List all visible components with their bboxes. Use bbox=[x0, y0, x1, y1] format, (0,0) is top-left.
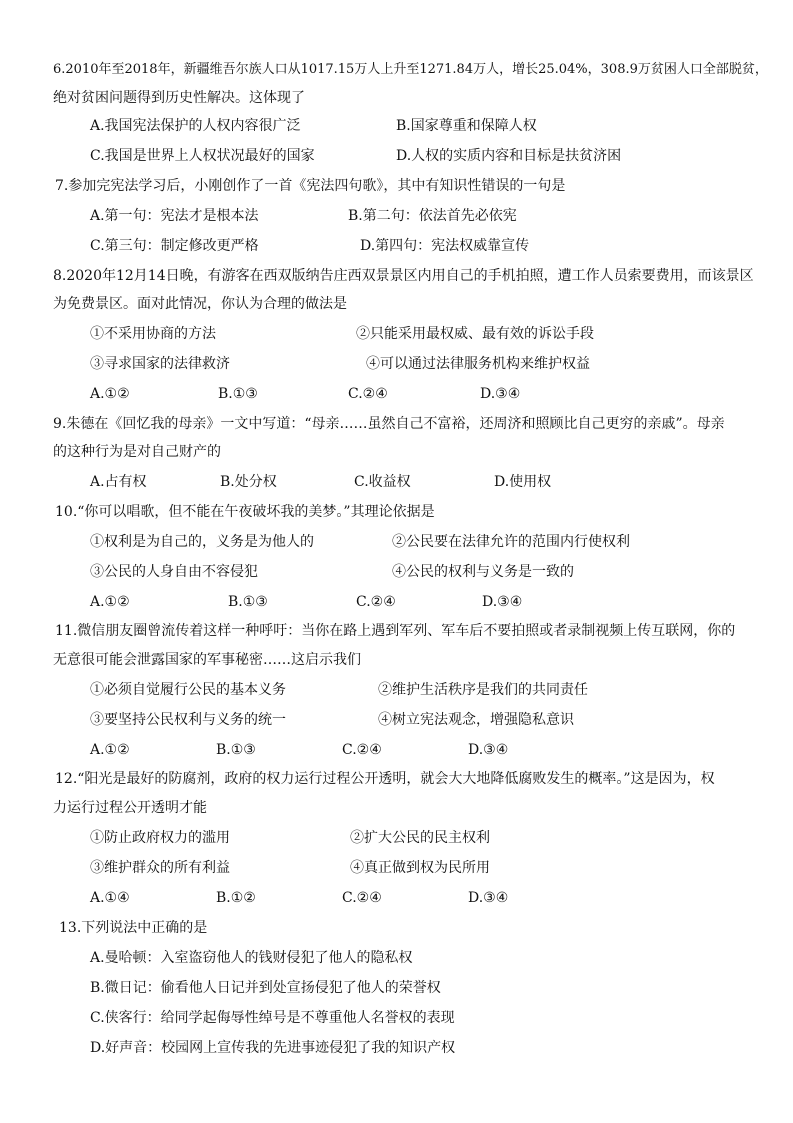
question-12-stem-line-2: 力运行过程公开透明才能 bbox=[53, 800, 207, 816]
option-a: A.第一句：宪法才是根本法 bbox=[90, 208, 259, 224]
option-d: D.使用权 bbox=[494, 474, 552, 490]
option-a: A.①② bbox=[90, 594, 130, 610]
option-d: D.好声音：校园网上宣传我的先进事迹侵犯了我的知识产权 bbox=[90, 1040, 456, 1056]
option-d: D.③④ bbox=[468, 742, 509, 758]
option-b: B.第二句：依法首先必依宪 bbox=[348, 208, 517, 224]
option-b: B.①③ bbox=[216, 742, 256, 758]
option-c: C.侠客行：给同学起侮辱性绰号是不尊重他人名誉权的表现 bbox=[90, 1010, 455, 1026]
question-13-stem: 13.下列说法中正确的是 bbox=[59, 920, 208, 936]
option-d: D.第四句：宪法权威靠宣传 bbox=[360, 238, 530, 254]
statement-3: ③维护群众的所有利益 bbox=[90, 860, 230, 876]
question-11-stem-line-1: 11.微信朋友圈曾流传着这样一种呼吁：当你在路上遇到军列、军车后不要拍照或者录制视频上传互联网，你的 bbox=[55, 623, 736, 639]
statement-4: ④公民的权利与义务是一致的 bbox=[392, 564, 574, 580]
statement-4: ④树立宪法观念，增强隐私意识 bbox=[378, 712, 574, 728]
option-b: B.①③ bbox=[228, 594, 268, 610]
statement-1: ①必须自觉履行公民的基本义务 bbox=[90, 682, 286, 698]
option-a: A.占有权 bbox=[90, 474, 147, 490]
question-9-stem-line-1: 9.朱德在《回忆我的母亲》一文中写道：“母亲……虽然自己不富裕，还周济和照顾比自己更穷的亲戚”。母亲 bbox=[53, 416, 725, 432]
option-b: B.①③ bbox=[218, 386, 258, 402]
question-11-stem-line-2: 无意很可能会泄露国家的军事秘密……这启示我们 bbox=[53, 652, 361, 668]
option-d: D.③④ bbox=[480, 386, 521, 402]
option-c: C.②④ bbox=[342, 742, 382, 758]
statement-2: ②只能采用最权威、最有效的诉讼手段 bbox=[356, 326, 594, 342]
question-12-stem-line-1: 12.“阳光是最好的防腐剂，政府的权力运行过程公开透明，就会大大地降低腐败发生的概率。”这是因为，权 bbox=[55, 771, 715, 787]
statement-2: ②扩大公民的民主权利 bbox=[350, 830, 490, 846]
statement-4: ④真正做到权为民所用 bbox=[350, 860, 490, 876]
question-8-stem-line-2: 为免费景区。面对此情况，你认为合理的做法是 bbox=[53, 296, 347, 312]
statement-1: ①权利是为自己的，义务是为他人的 bbox=[90, 534, 314, 550]
option-c: C.②④ bbox=[356, 594, 396, 610]
statement-1: ①不采用协商的方法 bbox=[90, 326, 216, 342]
option-b: B.①② bbox=[216, 890, 256, 906]
option-d: D.人权的实质内容和目标是扶贫济困 bbox=[396, 148, 622, 164]
question-10-stem: 10.“你可以唱歌，但不能在午夜破坏我的美梦。”其理论依据是 bbox=[55, 504, 435, 520]
question-8-stem-line-1: 8.2020年12月14日晚，有游客在西双版纳告庄西双景景区内用自己的手机拍照，遭工作人员索要费用，而该景区 bbox=[53, 268, 754, 284]
option-a: A.①② bbox=[90, 386, 130, 402]
question-6-stem-line-2: 绝对贫困问题得到历史性解决。这体现了 bbox=[53, 90, 305, 106]
option-a: A.①④ bbox=[90, 890, 130, 906]
option-d: D.③④ bbox=[482, 594, 523, 610]
statement-3: ③公民的人身自由不容侵犯 bbox=[90, 564, 258, 580]
option-b: B.微日记：偷看他人日记并到处宣扬侵犯了他人的荣誉权 bbox=[90, 980, 441, 996]
statement-4: ④可以通过法律服务机构来维护权益 bbox=[366, 356, 590, 372]
question-7-stem: 7.参加完宪法学习后，小刚创作了一首《宪法四句歌》，其中有知识性错误的一句是 bbox=[55, 178, 566, 194]
statement-1: ①防止政府权力的滥用 bbox=[90, 830, 230, 846]
option-a: A.①② bbox=[90, 742, 130, 758]
statement-2: ②公民要在法律允许的范围内行使权利 bbox=[392, 534, 630, 550]
option-a: A.我国宪法保护的人权内容很广泛 bbox=[90, 118, 301, 134]
option-c: C.②④ bbox=[348, 386, 388, 402]
option-d: D.③④ bbox=[468, 890, 509, 906]
statement-3: ③寻求国家的法律救济 bbox=[90, 356, 230, 372]
option-b: B.国家尊重和保障人权 bbox=[396, 118, 537, 134]
statement-2: ②维护生活秩序是我们的共同责任 bbox=[378, 682, 588, 698]
option-c: C.收益权 bbox=[354, 474, 411, 490]
option-b: B.处分权 bbox=[220, 474, 277, 490]
statement-3: ③要坚持公民权利与义务的统一 bbox=[90, 712, 286, 728]
question-9-stem-line-2: 的这种行为是对自己财产的 bbox=[53, 444, 221, 460]
option-c: C.第三句：制定修改更严格 bbox=[90, 238, 259, 254]
option-c: C.我国是世界上人权状况最好的国家 bbox=[90, 148, 315, 164]
option-a: A.曼哈顿：入室盗窃他人的钱财侵犯了他人的隐私权 bbox=[90, 950, 413, 966]
option-c: C.②④ bbox=[342, 890, 382, 906]
question-6-stem-line-1: 6.2010年至2018年，新疆维吾尔族人口从1017.15万人上升至1271.84万人，增长25.04%，308.9万贫困人口全部脱贫， bbox=[53, 62, 768, 77]
